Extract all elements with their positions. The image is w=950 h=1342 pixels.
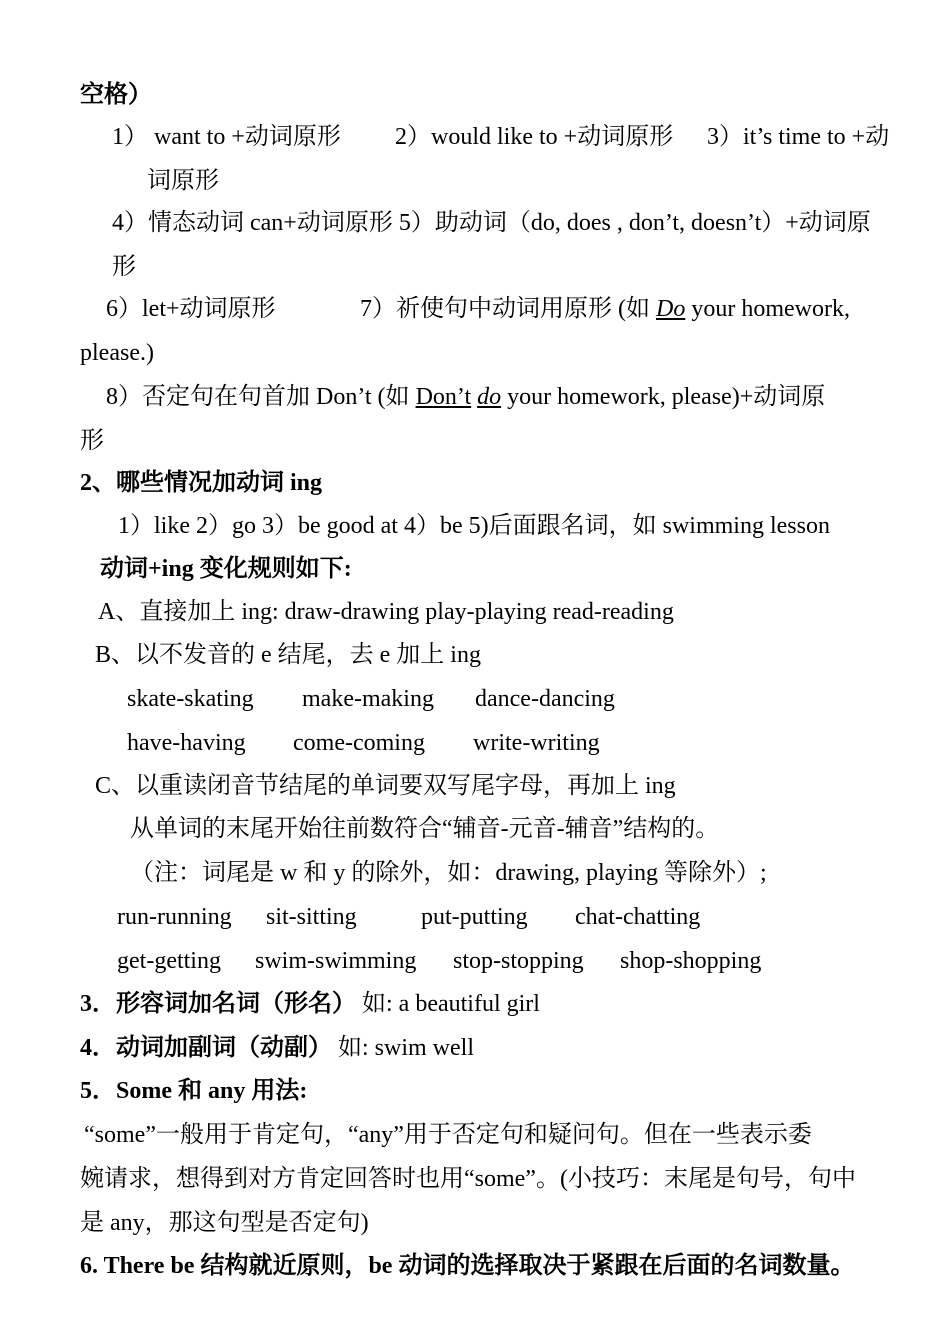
ing-rules-heading: 动词+ing 变化规则如下:: [100, 556, 352, 582]
example-word: shop-shopping: [620, 948, 762, 974]
rule-8: [106, 382, 825, 412]
example-word: make-making: [302, 686, 434, 712]
ing-cases: 1）like 2）go 3）be good at 4）be 5)后面跟名词，如 swimming lesson: [118, 513, 830, 539]
example-word: come-coming: [293, 730, 425, 756]
rule-c: C、以重读闭音节结尾的单词要双写尾字母，再加上 ing: [95, 773, 676, 799]
example-word: put-putting: [421, 904, 528, 930]
rule-c-explanation: 从单词的末尾开始往前数符合“辅音-元音-辅音”结构的。: [130, 816, 720, 842]
example-word: get-getting: [117, 948, 221, 974]
section-3: [80, 989, 540, 1019]
section-4-example: 如: swim well: [332, 1035, 474, 1061]
section-6-heading: 6. There be 结构就近原则，be 动词的选择取决于紧跟在后面的名词数量。: [80, 1253, 855, 1279]
rule-3-continued: 词原形: [147, 168, 219, 194]
example-do-2: do: [477, 384, 502, 410]
example-word: sit-sitting: [266, 904, 357, 930]
example-word: write-writing: [473, 730, 600, 756]
example-word: chat-chatting: [575, 904, 701, 930]
example-word: stop-stopping: [453, 948, 584, 974]
rule-c-note: （注：词尾是 w 和 y 的除外，如：drawing, playing 等除外）;: [130, 860, 767, 886]
example-word: run-running: [117, 904, 232, 930]
some-any-text-2: 婉请求，想得到对方肯定回答时也用“some”。(小技巧：末尾是句号，句中: [80, 1166, 856, 1192]
some-any-text-1: “some”一般用于肯定句，“any”用于否定句和疑问句。但在一些表示委: [84, 1122, 812, 1148]
rule-3: 3）it’s time to +动: [707, 124, 890, 150]
rule-8-continued: 形: [80, 428, 104, 454]
rule-7-text: 7）祈使句中动词用原形 (如: [360, 296, 656, 322]
section-2-heading: 2、哪些情况加动词 ing: [80, 470, 323, 496]
rule-7: [360, 294, 850, 324]
section-1-heading-tail: 空格）: [80, 82, 152, 108]
rule-7-example: your homework,: [685, 296, 850, 322]
example-word: swim-swimming: [255, 948, 417, 974]
some-any-text-3: 是 any，那这句型是否定句): [80, 1210, 369, 1236]
section-4-heading: 4．动词加副词（动副）: [80, 1035, 332, 1061]
example-word: have-having: [127, 730, 246, 756]
rule-8-text: 8）否定句在句首加 Don’t (如: [106, 384, 416, 410]
rule-8-example: your homework, please)+动词原: [501, 384, 826, 410]
rule-b: B、以不发音的 e 结尾，去 e 加上 ing: [95, 642, 481, 668]
rule-6: 6）let+动词原形: [106, 296, 276, 322]
section-3-heading: 3．形容词加名词（形名）: [80, 991, 356, 1017]
example-do: Do: [656, 296, 686, 322]
example-dont: Don’t: [415, 384, 472, 410]
rule-a: A、直接加上 ing: draw-drawing play-playing read-reading: [98, 599, 674, 625]
rule-1: 1） want to +动词原形: [112, 124, 341, 150]
section-3-example: 如: a beautiful girl: [356, 991, 540, 1017]
section-5-heading: 5．Some 和 any 用法:: [80, 1078, 308, 1104]
rule-4-5: 4）情态动词 can+动词原形 5）助动词（do, does , don’t, doesn’t）+动词原: [112, 210, 871, 236]
section-4: [80, 1033, 474, 1063]
rule-2: 2）would like to +动词原形: [395, 124, 674, 150]
example-word: dance-dancing: [475, 686, 615, 712]
rule-5-continued: 形: [112, 254, 136, 280]
rule-7-continued: please.): [80, 340, 154, 366]
example-word: skate-skating: [127, 686, 254, 712]
